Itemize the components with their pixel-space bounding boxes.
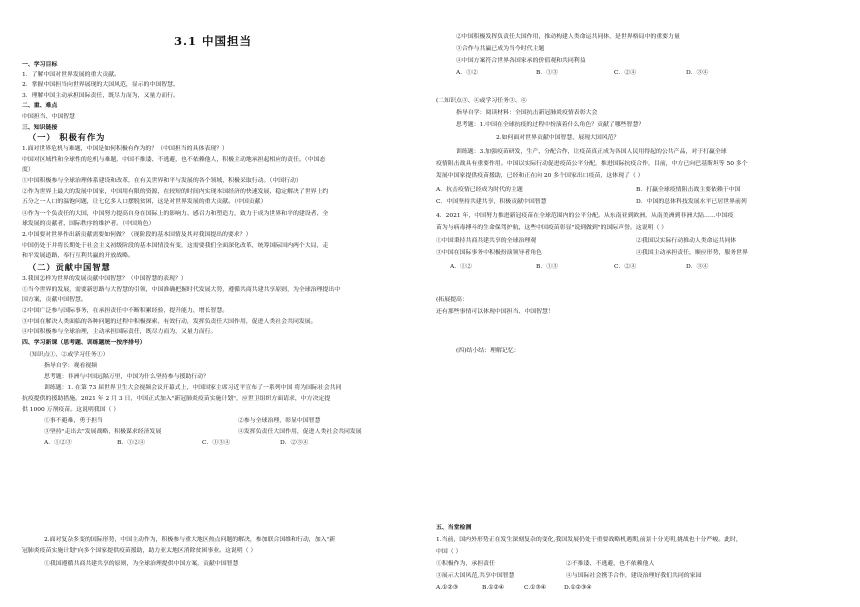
- answer-3-point-1-line-2: 国方案，贡献中国智慧。: [22, 297, 87, 303]
- exercise-2-option-1: ①我国遵循共商共建共享的原则，为全球治理提供中国方案，贡献中国智慧: [44, 561, 239, 567]
- exercise-4-answer-d: D．③④: [686, 264, 709, 270]
- goal-1: 1．了解中国对世界发展的重大贡献。: [22, 72, 120, 78]
- test-1-option-1: ①积极作为，承担责任: [436, 561, 495, 567]
- answer-1-line-1: 中国对区域性和全球性的危机与难题，中国不推诿、不逃避，也不依赖他人，积极主动地承担起相应的责任。（中国态: [22, 157, 326, 163]
- exercise-4-option-1: ①中国秉持共商共建共享的全球治理观: [436, 238, 537, 244]
- answer-1-point-1: ①中国积极参与全球治理体系建设和改革，在有关世界和平与发展的各个领域，积极采取行动。（中国行动）: [22, 178, 302, 184]
- topic-2-think-1: 思考题：1.中国在全球抗疫的过程中扮演着什么角色？贡献了哪些智慧？: [456, 122, 645, 128]
- test-1-answer-d: D.①②③④: [564, 585, 592, 591]
- test-1-option-2: ②不推诿、不逃避，也不依赖他人: [566, 561, 655, 567]
- exercise-2-option-4: ④中国方案符合世界各国家承的价值观和共同利益: [456, 58, 586, 64]
- test-1-answer-b: B.①②④: [482, 585, 505, 591]
- answer-2-line-1: 中国仍处于并将长期处于社会主义初级阶段的基本国情没有变，这需要我们全面深化改革，统筹国际国内两个大局，走: [22, 243, 329, 249]
- exercise-1-answer-b: B．①②④: [117, 440, 145, 446]
- test-heading: 五、当堂检测: [436, 524, 472, 531]
- topic-1-guide: 指导自学：观看视频: [44, 363, 98, 369]
- goal-3: 3．理解中国主动承担国际责任，既尽力而为，又量力而行。: [22, 93, 179, 99]
- answer-1-point-3-line-1: ④作为一个负责任的大国，中国努力提高自身在国际上的影响力、感召力和塑造力，致力于成为世界和平的建设者、全: [22, 211, 329, 217]
- test-1-line-2: 中国（ ）: [436, 549, 462, 555]
- exercise-3-option-a: A．抗击疫情已经成为时代的主题: [436, 187, 523, 193]
- exercise-4-option-4: ④我国主动承担责任，顺应形势，服务世界: [636, 250, 748, 256]
- answer-3-point-3: ③中国在解决人类面临的各种问题的过程中积极探索、有效行动，发挥负责任大国作用，促进人类社会共同发展。: [22, 319, 317, 325]
- question-2: 2.中国要对世界作出新贡献需要如何做？（现阶段的基本国情及其对我国提出的要求？）: [22, 232, 252, 238]
- test-1-answer-a: A.①②③: [436, 585, 458, 591]
- answer-3-point-1-line-1: ①当今世界的发展，需要新思路与大智慧的引领，中国准确把握时代发展大势，遵循共商共建共享原则，为全球治理提出中: [22, 287, 341, 293]
- exercise-4-answer-c: C．②④: [614, 264, 637, 270]
- exercise-3-line-2: 疫情阻击战具有重要作用。中国以实际行动促进疫苗公平分配，推进国际抗疫合作，目前，中方已向巴基斯坦等 50 多个: [436, 161, 748, 167]
- answer-1-point-3-line-2: 球发展的贡献者、国际秩序的维护者。（中国角色）: [22, 221, 155, 227]
- answer-1-point-2-line-1: ②作为世界上最大的发展中国家，中国用有限的资源，在较短的时间内实现本国经济的快速发展，稳定解决了世界上约: [22, 189, 329, 195]
- exercise-1-option-3: ③坚持"走出去"发展战略，积极谋求经济发展: [44, 429, 162, 435]
- exercise-1-answer-c: C．①③④: [202, 440, 231, 446]
- topic-2-heading: (二知识点③、④或学习任务③、④: [436, 98, 527, 104]
- topic-2-guide: 指导自学：阅读材料：全国抗击新冠肺炎疫情表彰大会: [456, 110, 598, 116]
- question-1: 1.面对世界危机与难题，中国是如何积极有作为的？（中国担当的具体表现？）: [22, 146, 228, 152]
- exercise-2-option-2: ②中国积极发挥负责任大国作用，推动构建人类命运共同体，是世界格局中的重要力量: [456, 34, 680, 40]
- exercise-2-option-3: ③合作与共赢已成为当今时代主题: [456, 46, 545, 52]
- exercise-2-answer-a: A．①②: [456, 70, 478, 76]
- topic-1-think: 思考题：非洲与中国远隔万里，中国为什么坚持参与援助行动？: [44, 374, 209, 380]
- exercise-3-option-c: C．中国坚持共建共享，积极贡献中国智慧: [436, 199, 547, 205]
- exercise-4-line-2: 苗为与病毒搏斗的生命保驾护航，这些中国疫苗彰显"说到做到"的国际声誉。这说明（ ）: [436, 225, 668, 231]
- exercise-1-line-1: 训练题：1. 在第 73 届世界卫生大会视频会议开幕式上，中国国家主席习近平宣布了一系列中国 将为国际社会共同: [44, 385, 342, 391]
- exercise-3-line-3: 发展中国家提供疫苗援助，已经和正在向 20 多个国家出口疫苗，这体现了（ ）: [436, 173, 644, 179]
- answer-1-point-2-line-2: 五分之一人口的温饱问题，让七亿多人口摆脱贫困，这是对世界发展的重大贡献。（中国贡献）: [22, 199, 267, 205]
- expand-heading: (拓展提高：: [436, 297, 468, 303]
- part1-heading: （一） 积极有作为: [28, 132, 106, 142]
- exercise-4-option-2: ②我国以实际行动推动人类命运共同体: [636, 238, 737, 244]
- test-1-answer-c: C.①③④: [524, 585, 547, 591]
- exercise-1-answer-a: A．①②③: [44, 440, 72, 446]
- exercise-4-answer-b: B．①③: [536, 264, 559, 270]
- exercise-3-option-d: D．中国的总体科技发展水平已居世界前列: [636, 199, 747, 205]
- goal-2: 2．掌握中国担当向世界展现的大国风范，显示的中国智慧。: [22, 82, 179, 88]
- answer-3-point-4: ④中国积极参与全球治理，主动承担国际责任，既尽力而为，又量力而行。: [22, 329, 217, 335]
- exercise-2-line-2: 冠肺炎疫苗实施计划"向多个国家提供疫苗援助，助力亚太地区消除贫困事业。这说明（ ）: [22, 548, 257, 554]
- exercise-1-option-1: ①事不避难，勇于担当: [44, 418, 103, 424]
- test-1-option-4: ④与国际社会携手合作，建设治理好我们共同的家园: [566, 573, 702, 579]
- expand-question: 还有那些事情可以体现中国担当、中国智慧！: [436, 309, 554, 315]
- exercise-3-option-b: B．打赢全球疫情阻击战主要依赖于中国: [636, 187, 741, 193]
- exercise-4-line-1: 4．2021 年，中国努力推进新冠疫苗在全球范围内的公平分配。从东南亚到欧洲，从南美洲到非洲大陆……中国疫: [436, 213, 734, 219]
- topic-2-think-2: 2.如何面对世界贡献中国智慧，展现大国风范？: [496, 135, 620, 141]
- answer-1-line-2: 度）: [22, 167, 34, 173]
- key-points-heading: 二、重、难点: [22, 102, 58, 109]
- exercise-1-line-2: 抗疫提供的援助措施。2021 年 2 月 3 日，中国正式加入"新冠肺炎疫苗实施计划"，应世卫组织方面请求，中方决定提: [22, 396, 331, 402]
- study-goals-heading: 一、学习目标: [22, 61, 58, 68]
- exercise-1-option-2: ②参与全球治理，彰显中国智慧: [238, 418, 321, 424]
- exercise-1-answer-d: D．②③④: [280, 440, 309, 446]
- answer-3-point-2: ②中国广泛参与国际事务，在承担责任中不断积累经验，提升能力，增长智慧。: [22, 308, 229, 314]
- part2-heading: （二）贡献中国智慧: [28, 262, 111, 272]
- exercise-1-option-4: ④发挥负责任大国作用，促进人类社会共同发展: [238, 429, 362, 435]
- test-1-option-3: ③展示大国风范,共享中国智慧: [436, 573, 515, 579]
- page-title: 3.1 中国担当: [174, 34, 253, 48]
- exercise-1-line-3: 供 1000 万剂疫苗。这说明我国（ ）: [22, 407, 120, 413]
- answer-2-line-2: 和平发展道路，奉行互利共赢的开放战略。: [22, 253, 134, 259]
- exercise-2-answer-c: C．②④: [614, 70, 637, 76]
- exercise-4-answer-a: A．①②: [450, 264, 472, 270]
- exercise-3-line-1: 训练题：3.加强疫苗研发，生产、分配合作，让疫苗真正成为各国人民用得起的公共产品，对于打赢全球: [456, 149, 727, 155]
- exercise-4-option-3: ③中国在国际事务中积极扮演领导者角色: [436, 250, 543, 256]
- test-1-line-1: 1.当前，国内外形势正在发生深刻复杂的变化,我国发展仍处于重要战略机遇期,前景十分光明,挑战也十分严峻。此时，: [436, 537, 742, 543]
- new-lesson-heading: 四、学习新课（思考题、训练题统一按序排号）: [22, 339, 146, 346]
- exercise-2-answer-d: D．③④: [686, 70, 709, 76]
- exercise-2-answer-b: B．①③: [536, 70, 559, 76]
- key-points: 中国担当、中国智慧: [22, 114, 76, 120]
- exercise-2-line-1: 2.面对复杂多变的国际形势，中国主动作为，积极参与重大地区热点问题的解决，参加联合国维和行动，加入"新: [44, 537, 336, 543]
- question-3: 3.我国怎样为世界的发展贡献中国智慧？（中国智慧的表现？）: [22, 276, 187, 282]
- topic-1-heading: （知识点①、②或学习任务①）: [26, 352, 109, 358]
- summary: (四)结小结：理解记忆：: [456, 348, 520, 354]
- knowledge-heading: 三、知识链接: [22, 124, 58, 131]
